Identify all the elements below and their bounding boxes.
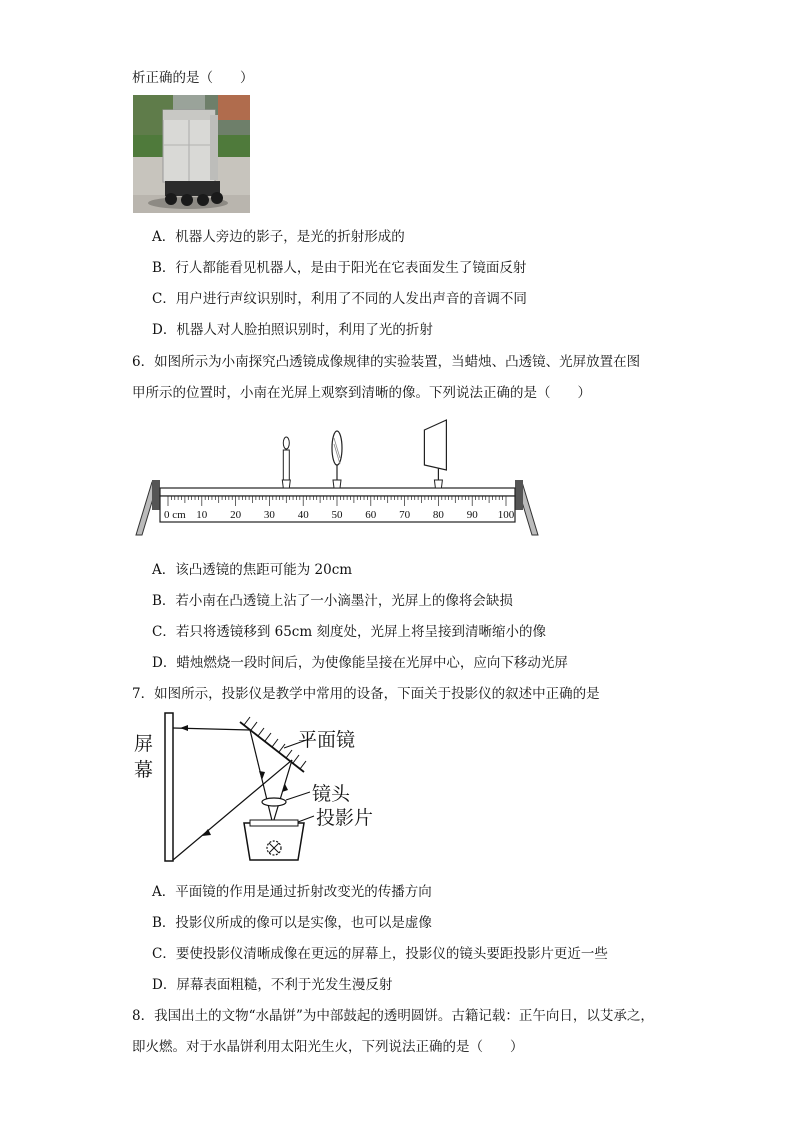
ruler-tick-label: 40 xyxy=(297,509,309,521)
q6-option-c[interactable]: C．若只将透镜移到 65cm 刻度处，光屏上将呈接到清晰缩小的像 xyxy=(152,624,546,640)
projector-figure xyxy=(132,708,392,868)
right-end-post xyxy=(515,480,523,510)
candle xyxy=(282,437,290,488)
ruler-tick-label: 70 xyxy=(399,509,411,521)
q5-option-a[interactable]: A．机器人旁边的影子，是光的折射形成的 xyxy=(152,229,405,245)
screen-board xyxy=(165,713,173,861)
q7-option-b[interactable]: B．投影仪所成的像可以是实像，也可以是虚像 xyxy=(152,915,432,931)
q7-option-d[interactable]: D．屏幕表面粗糙，不利于光发生漫反射 xyxy=(152,977,393,993)
ruler-tick-label: 10 xyxy=(196,509,208,521)
q6-option-a[interactable]: A．该凸透镜的焦距可能为 20cm xyxy=(152,562,353,578)
optical-bench-figure xyxy=(132,410,552,540)
label-slide: 投影片 xyxy=(316,807,374,829)
ruler-tick-label: 20 xyxy=(230,509,242,521)
convex-lens xyxy=(332,431,342,488)
q6-option-b[interactable]: B．若小南在凸透镜上沾了一小滴墨汁，光屏上的像将会缺损 xyxy=(152,593,513,609)
projector-lens xyxy=(262,798,286,806)
ruler-tick-label: 100 xyxy=(497,509,515,521)
left-end-post xyxy=(152,480,160,510)
q7-stem: 7．如图所示，投影仪是教学中常用的设备，下面关于投影仪的叙述中正确的是 xyxy=(132,686,600,702)
rail-top xyxy=(160,488,515,496)
ruler-tick-label: 60 xyxy=(365,509,377,521)
q7-option-a[interactable]: A．平面镜的作用是通过折射改变光的传播方向 xyxy=(152,884,432,900)
label-screen-2: 幕 xyxy=(134,759,154,781)
q6-stem-line-1: 6．如图所示为小南探究凸透镜成像规律的实验装置，当蜡烛、凸透镜、光屏放置在图 xyxy=(132,354,641,370)
label-screen-1: 屏 xyxy=(134,733,154,755)
slide xyxy=(250,820,298,826)
q7-option-c[interactable]: C．要使投影仪清晰成像在更远的屏幕上，投影仪的镜头要距投影片更近一些 xyxy=(152,946,608,962)
label-mirror: 平面镜 xyxy=(298,729,356,751)
q6-option-d[interactable]: D．蜡烛燃烧一段时间后，为使像能呈接在光屏中心，应向下移动光屏 xyxy=(152,655,568,671)
ruler-tick-label: 80 xyxy=(432,509,444,521)
robot-photo xyxy=(133,95,250,213)
q5-stem-tail: 析正确的是（ ） xyxy=(132,70,254,86)
light-screen xyxy=(424,420,446,488)
q5-option-d[interactable]: D．机器人对人脸拍照识别时，利用了光的折射 xyxy=(152,322,433,338)
q5-option-c[interactable]: C．用户进行声纹识别时，利用了不同的人发出声音的音调不同 xyxy=(152,291,527,307)
q8-stem-line-2: 即火燃。对于水晶饼利用太阳光生火，下列说法正确的是（ ） xyxy=(132,1039,524,1055)
q5-option-b[interactable]: B．行人都能看见机器人，是由于阳光在它表面发生了镜面反射 xyxy=(152,260,527,276)
q6-stem-line-2: 甲所示的位置时，小南在光屏上观察到清晰的像。下列说法正确的是（ ） xyxy=(132,385,591,401)
label-lens: 镜头 xyxy=(312,783,351,805)
q8-stem-line-1: 8．我国出土的文物“水晶饼”为中部鼓起的透明圆饼。古籍记载：正午向日，以艾承之， xyxy=(132,1008,654,1024)
ruler-tick-label: 50 xyxy=(331,509,343,521)
ruler-tick-label: 0 cm xyxy=(164,509,186,521)
ruler-tick-label: 30 xyxy=(263,509,275,521)
ruler-tick-label: 90 xyxy=(466,509,478,521)
